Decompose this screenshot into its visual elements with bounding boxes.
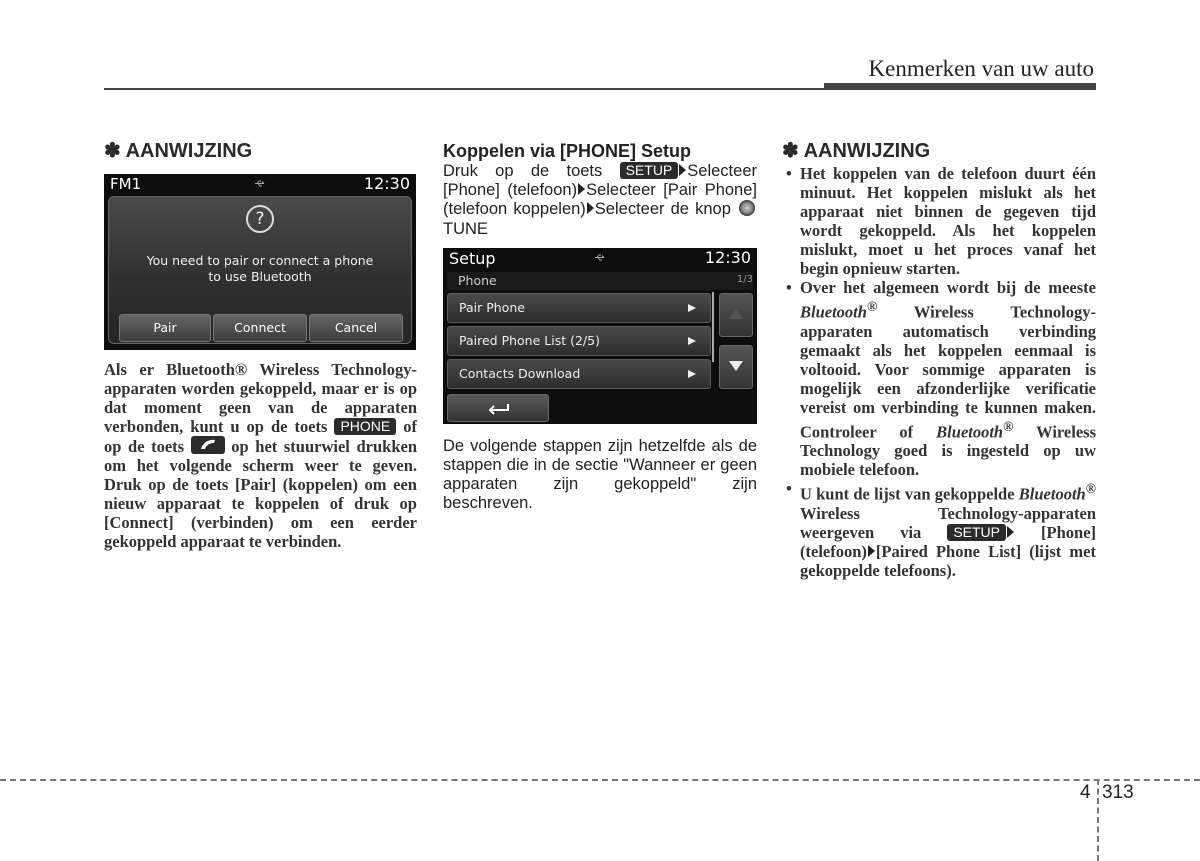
screen-pair-connect xyxy=(104,174,416,350)
back-icon xyxy=(448,395,548,421)
usb-icon xyxy=(594,254,606,261)
screen-setup-phone xyxy=(443,248,757,424)
paragraph: De volgende stappen zijn hetzelfde als de stappen die in de sectie "Wanneer er geen apparaten zijn gekoppeld" zijn beschreven. xyxy=(443,436,757,513)
usb-icon xyxy=(254,180,266,187)
tune-knob-icon xyxy=(739,200,755,216)
page-number: 313 xyxy=(1102,782,1134,803)
chevron-up-icon xyxy=(729,309,743,319)
column-3 xyxy=(782,138,1096,580)
instruction: Druk op de toets SETUP Selecteer [Phone] (telefoon) Selecteer [Pair Phone] (telefoon koppelen) Selecteer de knop TUNE xyxy=(443,162,757,238)
question-icon: ? xyxy=(246,205,274,233)
chapter-number: 4 xyxy=(1080,782,1091,803)
sub-title: Phone xyxy=(458,272,497,288)
page-header-title: Kenmerken van uw auto xyxy=(868,56,1094,81)
play-arrow-icon xyxy=(688,370,696,378)
scroll-down-button[interactable] xyxy=(719,345,753,389)
back-button[interactable] xyxy=(447,394,549,422)
play-arrow-icon xyxy=(688,304,696,312)
arrow-right-icon xyxy=(587,202,594,214)
note-heading: ✽ AANWIJZING xyxy=(104,140,253,162)
arrow-right-icon xyxy=(578,183,585,195)
connect-button[interactable]: Connect xyxy=(213,314,307,342)
header-rule-thick xyxy=(824,83,1096,90)
setup-key-label: SETUP xyxy=(947,524,1006,541)
page-indicator: 1/3 xyxy=(736,273,753,285)
message-line: to use Bluetooth xyxy=(208,269,312,284)
list-item: • Het koppelen van de telefoon duurt één minuut. Het koppelen mislukt als het apparaat niet binnen de gegeven tijd wordt gekoppeld. Als het koppelen mislukt, moet u het proces vanaf het begin opnieuw starten. xyxy=(782,164,1096,278)
arrow-right-icon xyxy=(868,545,875,557)
list-item: • U kunt de lijst van gekoppelde Bluetooth® Wireless Technology-apparaten weergeven via SETUP [Phone] (telefoon) [Paired Phone List] (lijst met gekoppelde telefoons). xyxy=(782,479,1096,580)
section-heading: Koppelen via [PHONE] Setup xyxy=(443,141,692,161)
pair-button[interactable]: Pair xyxy=(119,314,211,342)
note-heading: ✽ AANWIJZING xyxy=(782,140,931,162)
menu-item-label: Contacts Download xyxy=(459,365,581,381)
scrollbar[interactable] xyxy=(712,292,714,362)
scroll-up-button[interactable] xyxy=(719,293,753,337)
sub-header xyxy=(447,272,753,290)
header-rule xyxy=(104,88,824,90)
phone-call-key-icon xyxy=(191,436,225,454)
source-label: FM1 xyxy=(110,175,142,193)
column-2 xyxy=(443,138,757,514)
phone-key-label: PHONE xyxy=(334,418,396,435)
footer-rule xyxy=(0,779,1200,781)
menu-item-label: Paired Phone List (2/5) xyxy=(459,332,600,348)
dialog-message xyxy=(109,253,411,285)
cancel-button[interactable]: Cancel xyxy=(309,314,403,342)
screen-title: Setup xyxy=(449,248,496,268)
chevron-down-icon xyxy=(729,361,743,371)
menu-item-label: Pair Phone xyxy=(459,299,525,315)
dialog xyxy=(108,196,412,344)
column-1 xyxy=(104,138,417,551)
list-item: • Over het algemeen wordt bij de meeste Bluetooth® Wireless Technology-apparaten automatisch verbinding gemaakt als het koppelen eenmaal is voltooid. Voor sommige apparaten is mogelijk een afzonderlijke verificatie vereist om verbinding te kunnen maken. Controleer of Bluetooth® Wireless Technology goed is ingesteld op uw mobiele telefoon. xyxy=(782,278,1096,479)
footer-divider xyxy=(1097,779,1099,861)
arrow-right-icon xyxy=(679,164,686,176)
menu-item-contacts-download[interactable] xyxy=(447,359,711,389)
arrow-right-icon xyxy=(1007,526,1014,538)
note-list xyxy=(782,164,1096,580)
message-line: You need to pair or connect a phone xyxy=(146,253,374,268)
clock: 12:30 xyxy=(704,247,751,267)
menu-item-paired-phone-list[interactable] xyxy=(447,326,711,356)
menu-item-pair-phone[interactable] xyxy=(447,293,711,323)
play-arrow-icon xyxy=(688,337,696,345)
setup-key-label: SETUP xyxy=(620,162,679,179)
clock: 12:30 xyxy=(363,174,410,193)
paragraph: Als er Bluetooth® Wireless Technology-apparaten worden gekoppeld, maar er is op dat moment geen van de apparaten verbonden, kunt u op de toets PHONE of op de toets op het stuurwiel drukken om het volgende scherm weer te geven. Druk op de toets [Pair] (koppelen) om een nieuw apparaat te koppelen of druk op [Connect] (verbinden) om een eerder gekoppeld apparaat te verbinden. xyxy=(104,360,418,551)
